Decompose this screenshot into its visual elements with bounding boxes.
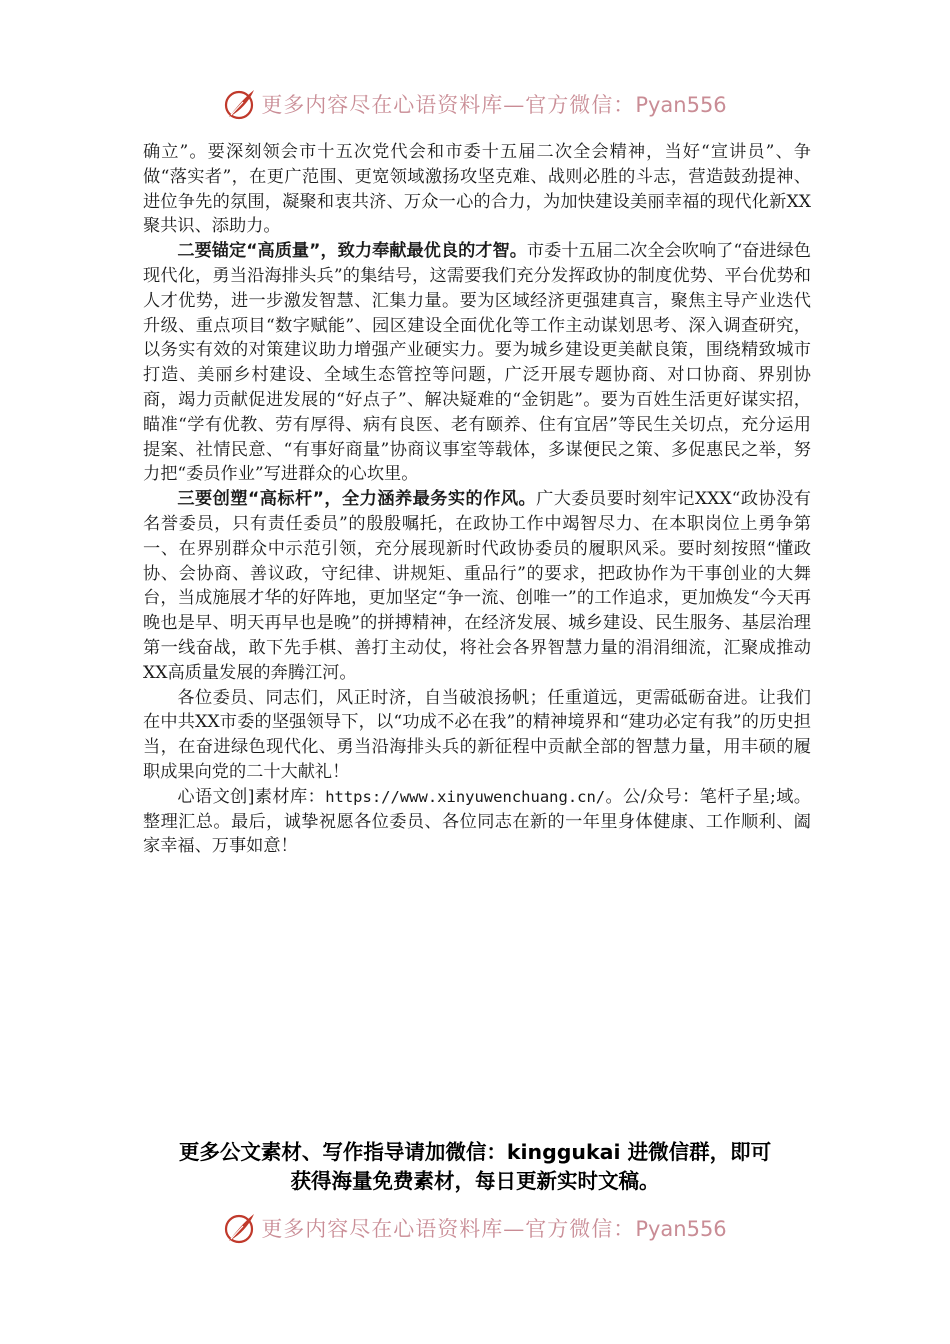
promo-line: 更多公文素材、写作指导请加微信：kinggukai 进微信群，即可 bbox=[178, 1140, 772, 1164]
website-url: https://www.xinyuwenchuang.cn/ bbox=[325, 787, 606, 806]
paragraph: 心语文创]素材库：https://www.xinyuwenchuang.cn/。公/众号：笔杆子星;域。整理汇总。最后，诚挚祝愿各位委员、各位同志在新的一年里身体健康、工作顺利、阖家幸福、万事如意！ bbox=[143, 786, 811, 857]
quill-logo-icon bbox=[223, 1211, 257, 1245]
document-body bbox=[143, 140, 811, 859]
promo-block bbox=[100, 1138, 850, 1196]
paragraph: 各位委员、同志们，风正时济，自当破浪扬帆；任重道远，更需砥砺奋进。让我们在中共XX市委的坚强领导下，以“功成不必在我”的精神境界和“建功必定有我”的历史担当，在奋进绿色现代化、勇当沿海排头兵的新征程中贡献全部的智慧力量，用丰硕的履职成果向党的二十大献礼！ bbox=[143, 687, 811, 782]
paragraph: 三要创塑“高标杆”，全力涵养最务实的作风。广大委员要时刻牢记XXX“政协没有名誉委员，只有责任委员”的殷殷嘱托，在政协工作中竭智尽力、在本职岗位上勇争第一、在界别群众中示范引领，充分展现新时代政协委员的履职风采。要时刻按照“懂政协、会协商、善议政，守纪律、讲规矩、重品行”的要求，把政协作为干事创业的大舞台，当成施展才华的好阵地，更加坚定“争一流、创唯一”的工作追求，更加焕发“今天再晚也是早、明天再早也是晚”的拼搏精神，在经济发展、城乡建设、民生服务、基层治理第一线奋战，敢下先手棋、善打主动仗，将社会各界智慧力量的涓涓细流，汇聚成推动XX高质量发展的奔腾江河。 bbox=[143, 489, 811, 683]
quill-logo-icon bbox=[223, 87, 257, 121]
banner-contact: Pyan556 bbox=[635, 1217, 727, 1241]
paragraph-heading: 二要锚定“高质量”，致力奉献最优良的才智。 bbox=[177, 241, 527, 262]
header-banner bbox=[0, 84, 950, 124]
banner-text: 更多内容尽在心语资料库—官方微信：Pyan556 bbox=[261, 93, 727, 117]
paragraph: 二要锚定“高质量”，致力奉献最优良的才智。市委十五届二次全会吹响了“奋进绿色现代化，勇当沿海排头兵”的集结号，这需要我们充分发挥政协的制度优势、平台优势和人才优势，进一步激发智慧、汇集力量。要为区域经济更强建真言，聚焦主导产业迭代升级、重点项目“数字赋能”、园区建设全面优化等工作主动谋划思考、深入调查研究，以务实有效的对策建议助力增强产业硬实力。要为城乡建设更美献良策，围绕精致城市打造、美丽乡村建设、全域生态管控等问题，广泛开展专题协商、对口协商、界别协商，竭力贡献促进发展的“好点子”、解决疑难的“金钥匙”。要为百姓生活更好谋实招，瞄准“学有优教、劳有厚得、病有良医、老有颐养、住有宜居”等民生关切点，充分运用提案、社情民意、“有事好商量”协商议事室等载体，多谋便民之策、多促惠民之举，努力把“委员作业”写进群众的心坎里。 bbox=[143, 241, 811, 485]
banner-contact: Pyan556 bbox=[635, 93, 727, 117]
footer-banner bbox=[0, 1208, 950, 1248]
paragraph-heading: 三要创塑“高标杆”，全力涵养最务实的作风。 bbox=[177, 489, 537, 510]
banner-text: 更多内容尽在心语资料库—官方微信：Pyan556 bbox=[261, 1217, 727, 1241]
paragraph: 确立”。要深刻领会市十五次党代会和市委十五届二次全会精神，当好“宣讲员”、争做“落实者”，在更广范围、更宽领域激扬攻坚克难、战则必胜的斗志，营造鼓劲提神、进位争先的氛围，凝聚和衷共济、万众一心的合力，为加快建设美丽幸福的现代化新XX聚共识、添助力。 bbox=[143, 142, 811, 237]
promo-line: 获得海量免费素材，每日更新实时文稿。 bbox=[290, 1169, 660, 1193]
